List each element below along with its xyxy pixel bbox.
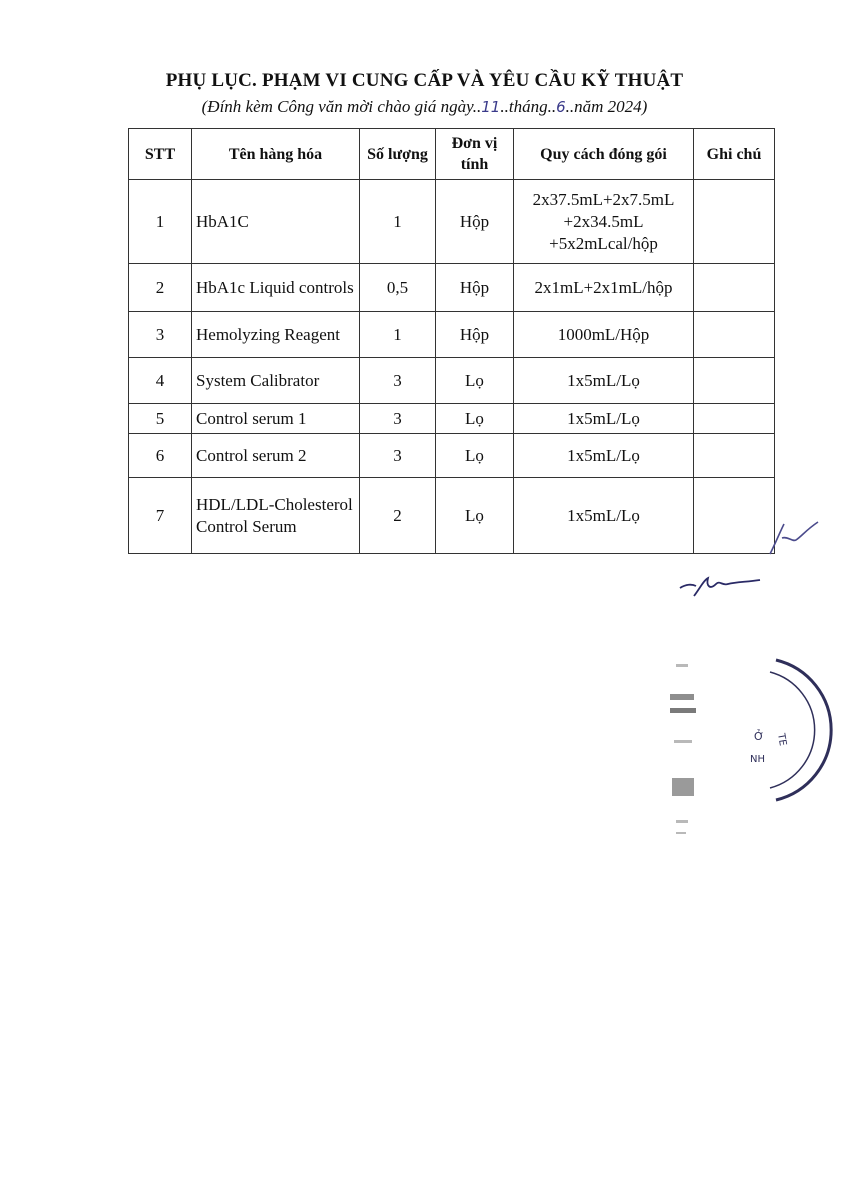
cell-stt: 3 <box>129 312 192 358</box>
cell-note <box>694 180 775 264</box>
stamp-text: NH <box>750 754 765 765</box>
header-unit: Đơn vị tính <box>436 129 514 180</box>
cell-qty: 3 <box>360 434 436 478</box>
cell-name: Hemolyzing Reagent <box>192 312 360 358</box>
cell-pack: 2x1mL+2x1mL/hộp <box>514 264 694 312</box>
subtitle-text-1: (Đính kèm Công văn mời chào giá ngày.. <box>201 97 482 116</box>
cell-unit: Hộp <box>436 180 514 264</box>
cell-name: Control serum 2 <box>192 434 360 478</box>
table-row <box>129 264 775 312</box>
document-subtitle <box>0 97 849 117</box>
cell-note <box>694 312 775 358</box>
cell-pack: 1000mL/Hộp <box>514 312 694 358</box>
table-row <box>129 478 775 554</box>
cell-stt: 2 <box>129 264 192 312</box>
table-row <box>129 404 775 434</box>
cell-qty: 1 <box>360 180 436 264</box>
cell-unit: Lọ <box>436 478 514 554</box>
cell-note <box>694 264 775 312</box>
cell-qty: 2 <box>360 478 436 554</box>
redacted-mark <box>670 708 696 713</box>
table-row <box>129 358 775 404</box>
initials-signature-icon <box>762 518 822 558</box>
cell-name: HbA1c Liquid controls <box>192 264 360 312</box>
cell-unit: Lọ <box>436 358 514 404</box>
header-qty: Số lượng <box>360 129 436 180</box>
cell-pack: 1x5mL/Lọ <box>514 358 694 404</box>
cell-note <box>694 358 775 404</box>
cell-qty: 0,5 <box>360 264 436 312</box>
cell-qty: 1 <box>360 312 436 358</box>
header-stt: STT <box>129 129 192 180</box>
stamp-text: TE <box>775 732 789 747</box>
document-title: PHỤ LỤC. PHẠM VI CUNG CẤP VÀ YÊU CẦU KỸ THUẬT <box>165 70 684 91</box>
redacted-mark <box>670 694 694 700</box>
cell-name: System Calibrator <box>192 358 360 404</box>
cell-pack: 1x5mL/Lọ <box>514 404 694 434</box>
header-pack: Quy cách đóng gói <box>514 129 694 180</box>
cell-stt: 4 <box>129 358 192 404</box>
cell-pack: 1x5mL/Lọ <box>514 478 694 554</box>
cell-pack: 2x37.5mL+2x7.5mL +2x34.5mL +5x2mLcal/hộp <box>514 180 694 264</box>
cell-name: Control serum 1 <box>192 404 360 434</box>
redacted-mark <box>676 664 688 667</box>
cell-qty: 3 <box>360 358 436 404</box>
redacted-mark <box>674 740 692 743</box>
header-note: Ghi chú <box>694 129 775 180</box>
cell-unit: Lọ <box>436 434 514 478</box>
cell-note <box>694 404 775 434</box>
header-name: Tên hàng hóa <box>192 129 360 180</box>
redacted-mark <box>672 778 694 796</box>
cell-stt: 1 <box>129 180 192 264</box>
redacted-mark <box>676 832 686 834</box>
goods-table <box>128 128 775 554</box>
cell-name: HDL/LDL-Cholesterol Control Serum <box>192 478 360 554</box>
cell-name: HbA1C <box>192 180 360 264</box>
signature-icon <box>676 570 766 602</box>
handwritten-day: 11 <box>481 98 501 116</box>
stamp-text: Ở <box>754 730 765 743</box>
cell-unit: Lọ <box>436 404 514 434</box>
official-stamp-icon <box>736 650 849 810</box>
subtitle-text-2: ..tháng.. <box>500 97 557 116</box>
table-row <box>129 312 775 358</box>
table-row <box>129 180 775 264</box>
cell-note <box>694 434 775 478</box>
table-row <box>129 434 775 478</box>
handwritten-month: 6 <box>556 98 566 116</box>
cell-qty: 3 <box>360 404 436 434</box>
cell-stt: 5 <box>129 404 192 434</box>
cell-stt: 6 <box>129 434 192 478</box>
subtitle-text-3: ..năm 2024) <box>565 97 648 116</box>
cell-pack: 1x5mL/Lọ <box>514 434 694 478</box>
cell-unit: Hộp <box>436 312 514 358</box>
cell-unit: Hộp <box>436 264 514 312</box>
cell-stt: 7 <box>129 478 192 554</box>
redacted-mark <box>676 820 688 823</box>
table-header-row <box>129 129 775 180</box>
